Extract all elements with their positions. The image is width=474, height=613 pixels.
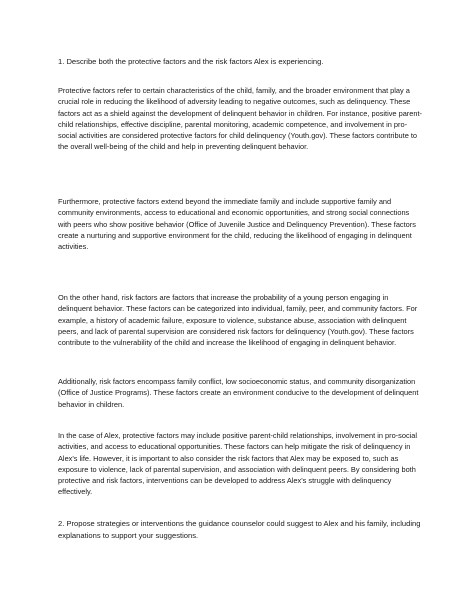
paragraph-risk-factors: On the other hand, risk factors are factors that increase the probability of a young person engaging in delinquent behavior. These factors can be categorized into individual, family, peer, and community factors. For example, a history of academic failure, exposure to violence, substance abuse, association with delinquent peers, and lack of parental supervision are considered risk factors for delinquency (Youth.gov). These factors contribute to the vulnerability of the child and increase the likelihood of engaging in delinquent behavior. — [58, 293, 418, 348]
question-2: 2. Propose strategies or interventions the guidance counselor could suggest to Alex and his family, including explanations to support your suggestions. — [58, 519, 421, 540]
question-1: 1. Describe both the protective factors and the risk factors Alex is experiencing. — [58, 57, 324, 66]
paragraph-additional-risk-factors: Additionally, risk factors encompass family conflict, low socioeconomic status, and community disorganization (Office of Justice Programs). These factors create an environment conducive to the development of delinquent behavior in children. — [58, 377, 419, 409]
paragraph-extended-protective-factors: Furthermore, protective factors extend beyond the immediate family and include supportive family and community environments, access to educational and economic opportunities, and strong social connections with peers who show positive behavior (Office of Juvenile Justice and Delinquency Prevention). These factors create a nurturing and supportive environment for the child, reducing the likelihood of engaging in delinquent activities. — [58, 197, 416, 252]
paragraph-case-of-alex: In the case of Alex, protective factors may include positive parent-child relationships, involvement in pro-social activities, and access to educational opportunities. These factors can help mitigate the risk of delinquency in Alex's life. However, it is important to also consider the risk factors that Alex may be exposed to, such as exposure to violence, lack of parental supervision, and association with delinquent peers. By considering both protective and risk factors, interventions can be developed to address Alex's struggle with delinquency effectively. — [58, 431, 418, 497]
paragraph-protective-factors: Protective factors refer to certain characteristics of the child, family, and the broader environment that play a crucial role in reducing the likelihood of adversity leading to negative outcomes, such as delinquency. These factors act as a shield against the development of delinquent behavior in children. For instance, positive parent-child relationships, effective discipline, parental monitoring, academic competence, and involvement in pro-social activities are considered protective factors for child delinquency (Youth.gov). These factors contribute to the overall well-being of the child and help in preventing delinquent behavior. — [58, 86, 422, 152]
